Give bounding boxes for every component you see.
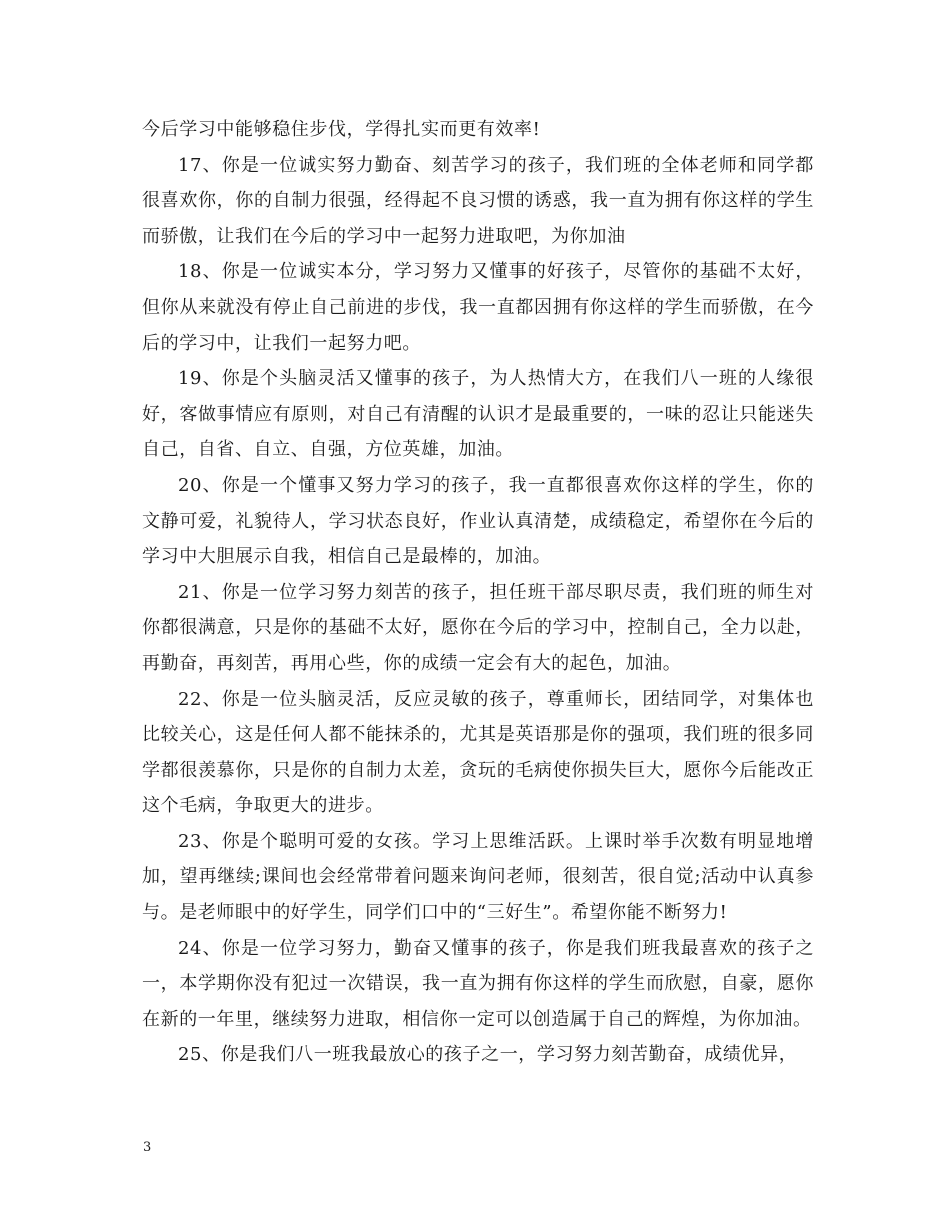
page-number: 3: [143, 1140, 152, 1155]
paragraph: 18、你是一位诚实本分，学习努力又懂事的好孩子，尽管你的基础不太好，但你从来就没有停止自己前进的步伐，我一直都因拥有你这样的学生而骄傲，在今后的学习中，让我们一起努力吧。: [142, 261, 814, 354]
paragraph: 19、你是个头脑灵活又懂事的孩子，为人热情大方，在我们八一班的人缘很好，客做事情应有原则，对自己有清醒的认识才是最重要的，一味的忍让只能迷失自己，自省、自立、自强，方位英雄，加油。: [142, 368, 814, 461]
paragraph: 25、你是我们八一班我最放心的孩子之一，学习努力刻苦勤奋，成绩优异，: [178, 1044, 798, 1066]
paragraph: 23、你是个聪明可爱的女孩。学习上思维活跃。上课时举手次数有明显地增加，望再继续;课间也会经常带着问题来询问老师，很刻苦，很自觉;活动中认真参与。是老师眼中的好学生，同学们口中的“三好生”。希望你能不断努力!: [142, 830, 814, 924]
paragraph: 20、你是一个懂事又努力学习的孩子，我一直都很喜欢你这样的学生，你的文静可爱，礼貌待人，学习状态良好，作业认真清楚，成绩稳定，希望你在今后的学习中大胆展示自我，相信自己是最棒的，加油。: [142, 474, 814, 568]
paragraph: 17、你是一位诚实努力勤奋、刻苦学习的孩子，我们班的全体老师和同学都很喜欢你，你的自制力很强，经得起不良习惯的诱惑，我一直为拥有你这样的学生而骄傲，让我们在今后的学习中一起努力进取吧，为你加油: [142, 154, 814, 247]
paragraph: 21、你是一位学习努力刻苦的孩子，担任班干部尽职尽责，我们班的师生对你都很满意，只是你的基础不太好，愿你在今后的学习中，控制自己，全力以赴，再勤奋，再刻苦，再用心些，你的成绩一定会有大的起色，加油。: [142, 581, 814, 674]
paragraph: 今后学习中能够稳住步伐，学得扎实而更有效率!: [142, 119, 541, 140]
paragraph: 24、你是一位学习努力，勤奋又懂事的孩子，你是我们班我最喜欢的孩子之一，本学期你没有犯过一次错误，我一直为拥有你这样的学生而欣慰，自豪，愿你在新的一年里，继续努力进取，相信你一定可以创造属于自己的辉煌，为你加油。: [142, 937, 814, 1030]
paragraph: 22、你是一位头脑灵活，反应灵敏的孩子，尊重师长，团结同学，对集体也比较关心，这是任何人都不能抹杀的，尤其是英语那是你的强项，我们班的很多同学都很羡慕你，只是你的自制力太差，贪玩的毛病使你损失巨大，愿你今后能改正这个毛病，争取更大的进步。: [142, 688, 814, 817]
document-body: [142, 112, 814, 1073]
